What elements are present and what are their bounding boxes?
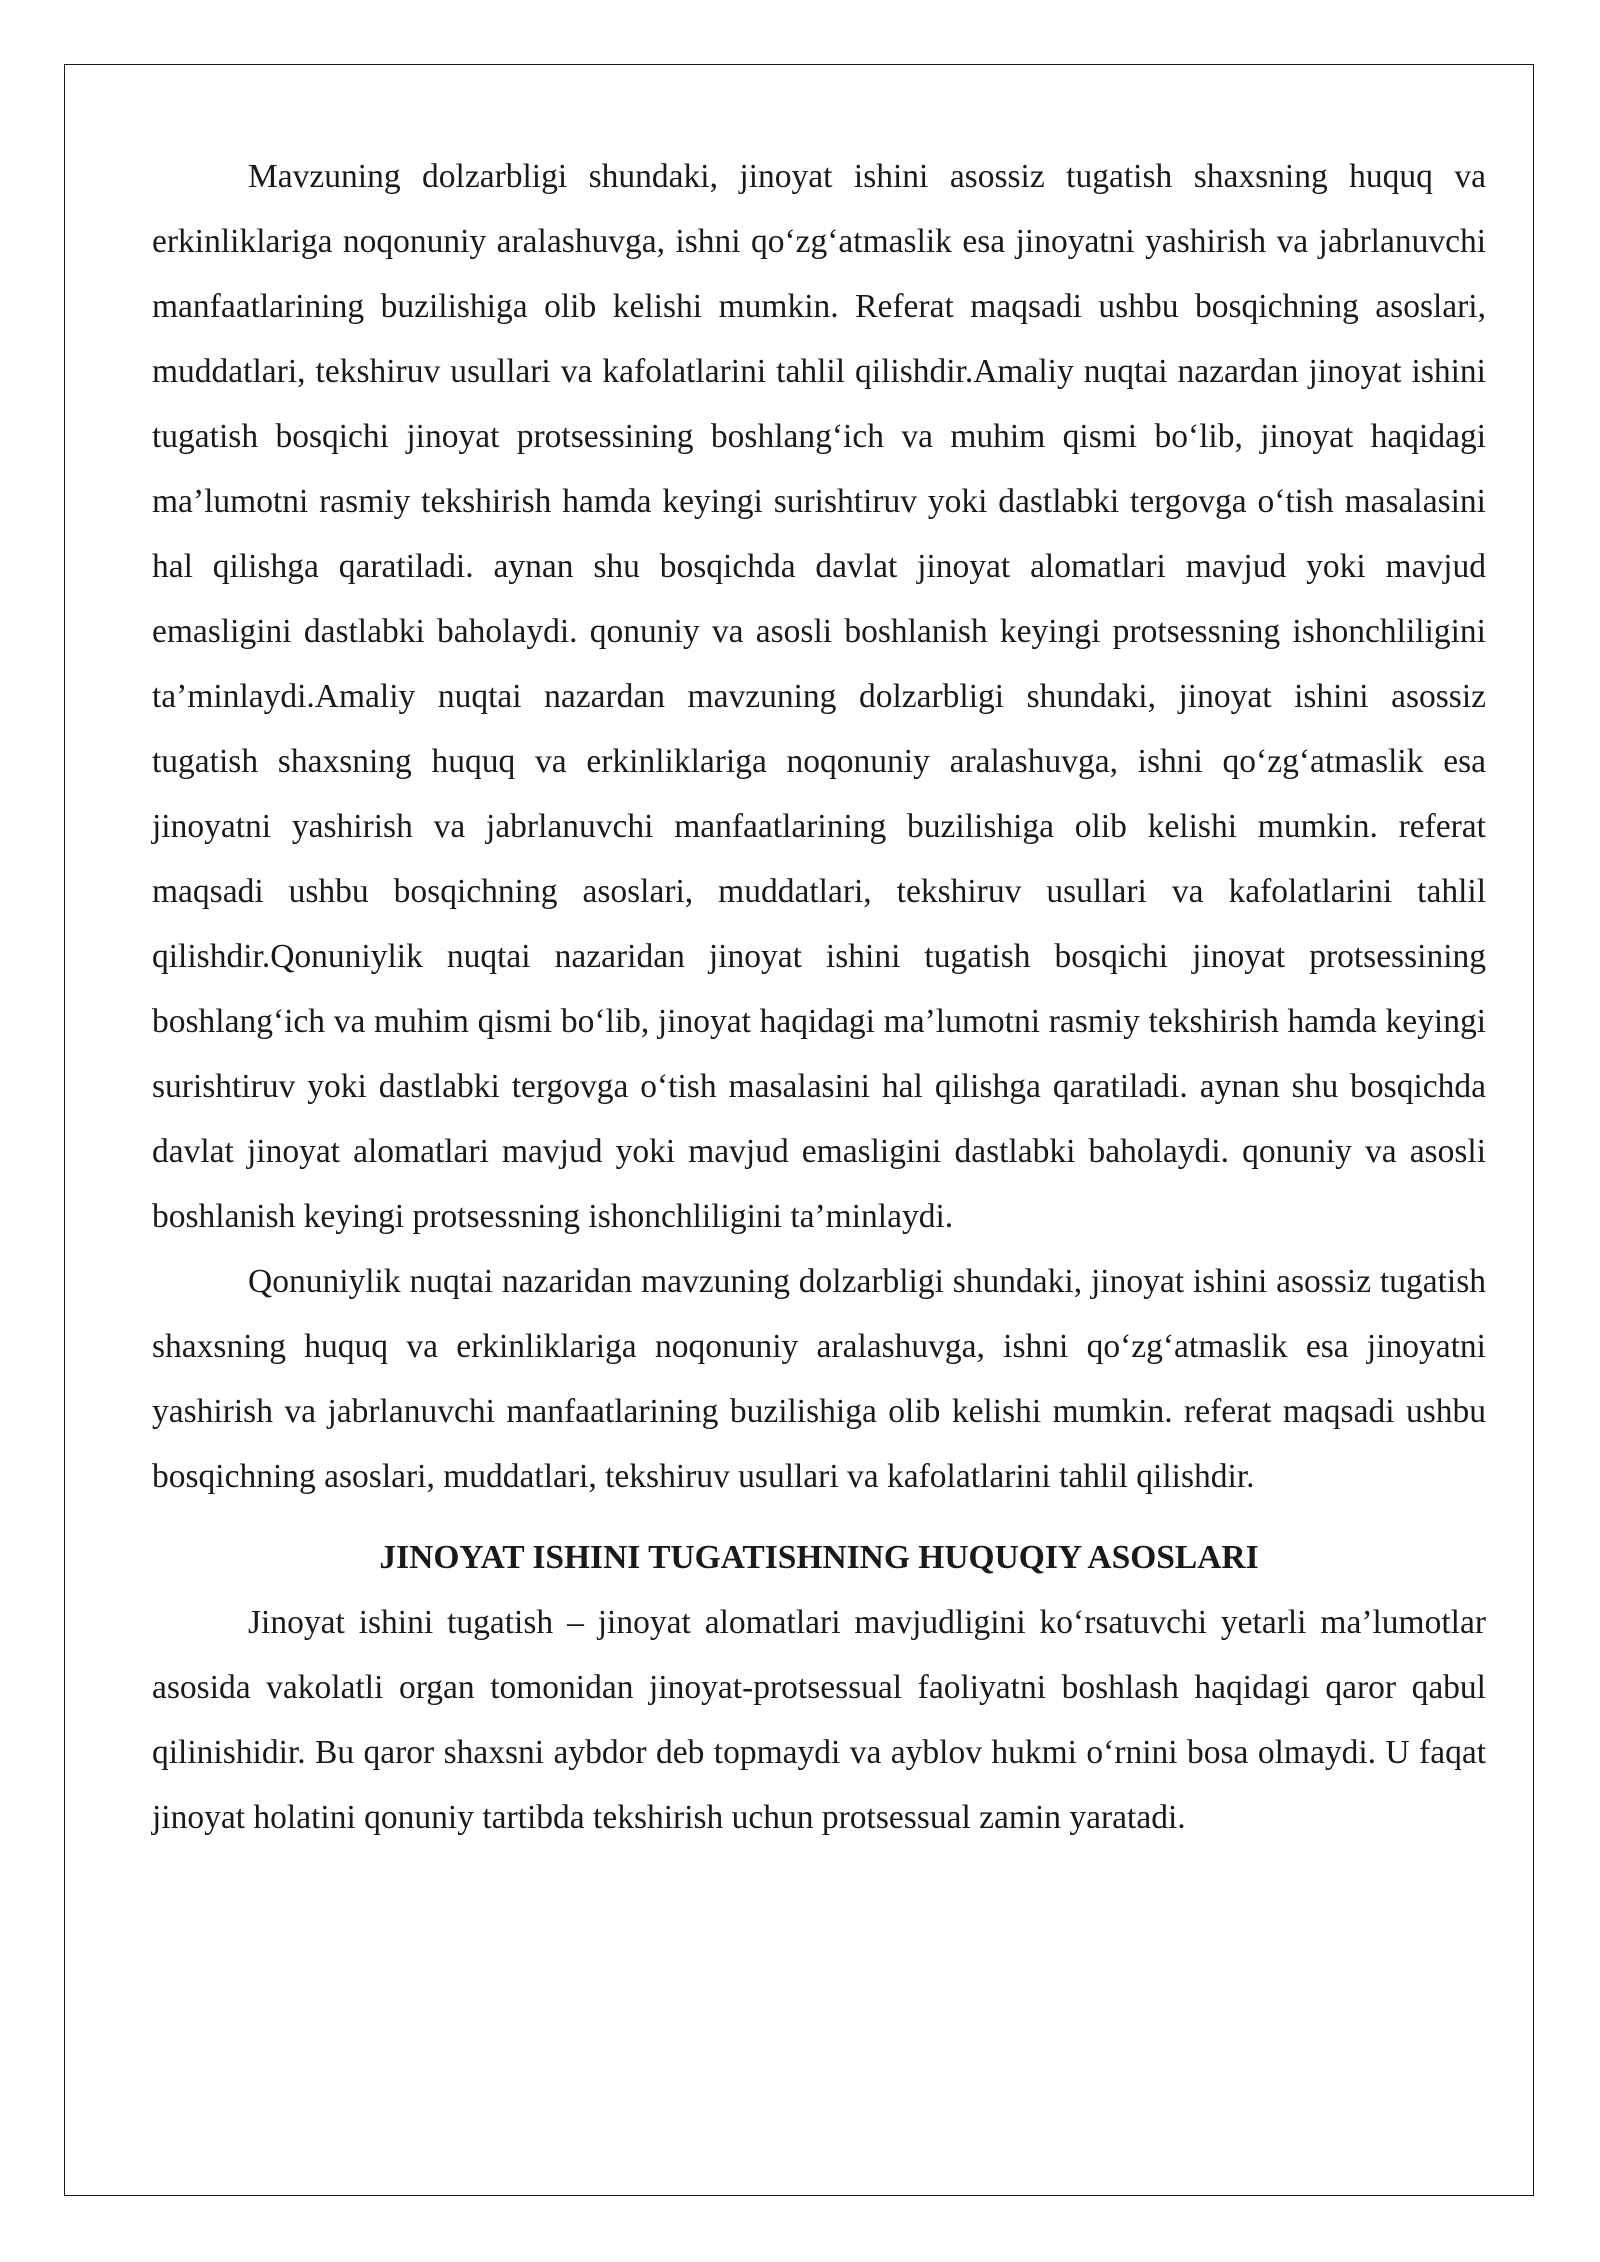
document-body xyxy=(152,144,1486,1850)
section-heading: JINOYAT ISHINI TUGATISHNING HUQUQIY ASOSLARI xyxy=(379,1539,1259,1576)
paragraph-legality: Qonuniylik nuqtai nazaridan mavzuning dolzarbligi shundaki, jinoyat ishini asossiz tugatish shaxsning huquq va erkinliklariga noqonuniy aralashuvga, ishni qo‘zg‘atmaslik esa jinoyatni yashirish va jabrlanuvchi manfaatlarining buzilishiga olib kelishi mumkin. referat maqsadi ushbu bosqichning asoslari, muddatlari, tekshiruv usullari va kafolatlarini tahlil qilishdir. xyxy=(152,1263,1486,1495)
paragraph-relevance: Mavzuning dolzarbligi shundaki, jinoyat ishini asossiz tugatish shaxsning huquq va erkinliklariga noqonuniy aralashuvga, ishni qo‘zg‘atmaslik esa jinoyatni yashirish va jabrlanuvchi manfaatlarining buzilishiga olib kelishi mumkin. Referat maqsadi ushbu bosqichning asoslari, muddatlari, tekshiruv usullari va kafolatlarini tahlil qilishdir.Amaliy nuqtai nazardan jinoyat ishini tugatish bosqichi jinoyat protsessining boshlang‘ich va muhim qismi bo‘lib, jinoyat haqidagi ma’lumotni rasmiy tekshirish hamda keyingi surishtiruv yoki dastlabki tergovga o‘tish masalasini hal qilishga qaratiladi. aynan shu bosqichda davlat jinoyat alomatlari mavjud yoki mavjud emasligini dastlabki baholaydi. qonuniy va asosli boshlanish keyingi protsessning ishonchliligini ta’minlaydi.Amaliy nuqtai nazardan mavzuning dolzarbligi shundaki, jinoyat ishini asossiz tugatish shaxsning huquq va erkinliklariga noqonuniy aralashuvga, ishni qo‘zg‘atmaslik esa jinoyatni yashirish va jabrlanuvchi manfaatlarining buzilishiga olib kelishi mumkin. referat maqsadi ushbu bosqichning asoslari, muddatlari, tekshiruv usullari va kafolatlarini tahlil qilishdir.Qonuniylik nuqtai nazaridan jinoyat ishini tugatish bosqichi jinoyat protsessining boshlang‘ich va muhim qismi bo‘lib, jinoyat haqidagi ma’lumotni rasmiy tekshirish hamda keyingi surishtiruv yoki dastlabki tergovga o‘tish masalasini hal qilishga qaratiladi. aynan shu bosqichda davlat jinoyat alomatlari mavjud yoki mavjud emasligini dastlabki baholaydi. qonuniy va asosli boshlanish keyingi protsessning ishonchliligini ta’minlaydi. xyxy=(152,158,1486,1235)
paragraph-legal-basis: Jinoyat ishini tugatish – jinoyat alomatlari mavjudligini ko‘rsatuvchi yetarli ma’lumotlar asosida vakolatli organ tomonidan jinoyat-protsessual faoliyatni boshlash haqidagi qaror qabul qilinishidir. Bu qaror shaxsni aybdor deb topmaydi va ayblov hukmi o‘rnini bosa olmaydi. U faqat jinoyat holatini qonuniy tartibda tekshirish uchun protsessual zamin yaratadi. xyxy=(152,1604,1486,1836)
